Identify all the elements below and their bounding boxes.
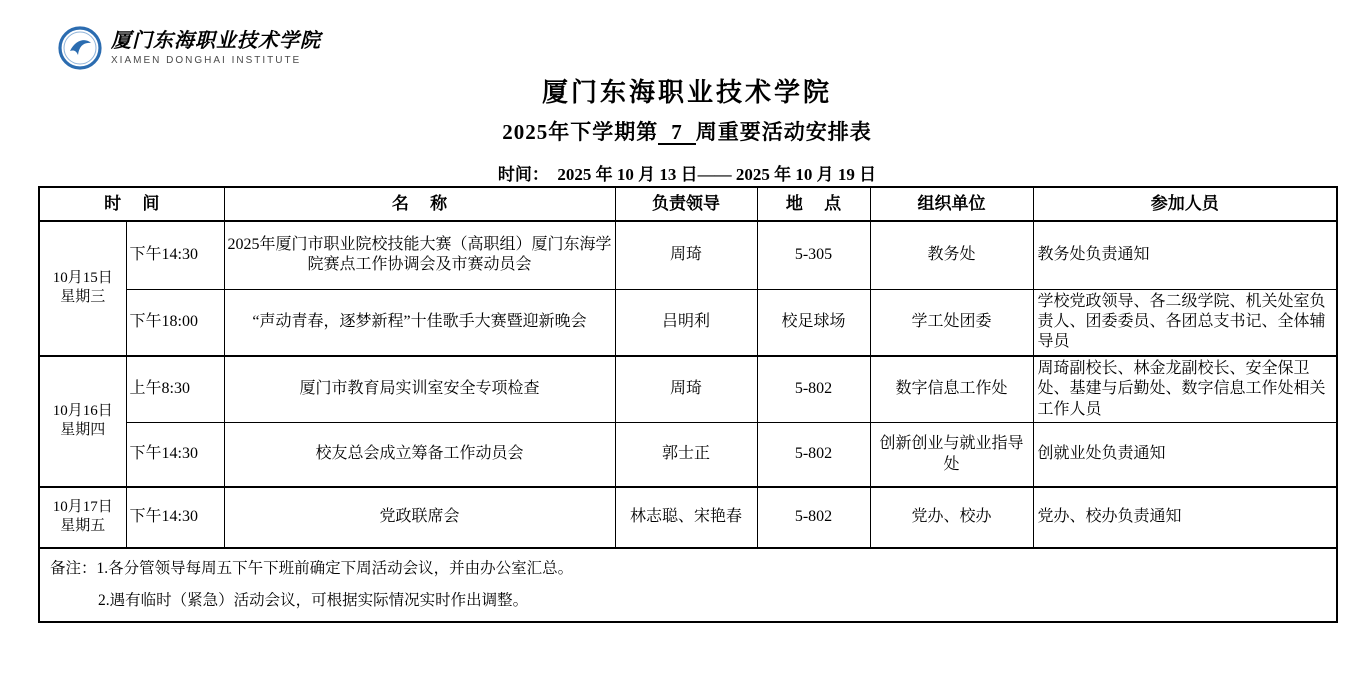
date-text: 10月16日 (52, 403, 113, 420)
cell-date (39, 221, 126, 356)
school-logo-en: XIAMEN DONGHAI INSTITUTE (111, 54, 302, 66)
header-location: 地 点 (757, 187, 870, 221)
school-logo-cn: 厦门东海职业技术学院 (111, 29, 321, 52)
cell-name: 党政联席会 (224, 487, 615, 548)
cell-participants: 周琦副校长、林金龙副校长、安全保卫处、基建与后勤处、数字信息工作处相关工作人员 (1033, 356, 1337, 423)
cell-organizer: 学工处团委 (870, 289, 1033, 356)
school-emblem-icon (58, 26, 102, 70)
date-text: 10月15日 (52, 270, 113, 287)
cell-location: 5-802 (757, 356, 870, 423)
header-participants: 参加人员 (1033, 187, 1337, 221)
header-time: 时 间 (39, 187, 224, 221)
cell-name: 2025年厦门市职业院校技能大赛（高职组）厦门东海学院赛点工作协调会及市赛动员会 (224, 221, 615, 289)
schedule-table (38, 186, 1338, 623)
cell-time: 下午14:30 (126, 487, 224, 548)
note-line-2: 2.遇有临时（紧急）活动会议，可根据实际情况实时作出调整。 (98, 591, 529, 609)
page-title: 厦门东海职业技术学院 (541, 78, 832, 107)
cell-time: 下午14:30 (126, 423, 224, 487)
subtitle-suffix: 周重要活动安排表 (695, 120, 872, 144)
note-line-1: 备注：1.各分管领导每周五下午下班前确定下周活动会议，并由办公室汇总。 (50, 559, 574, 577)
cell-leader: 周琦 (615, 221, 757, 289)
cell-name: 校友总会成立筹备工作动员会 (224, 423, 615, 487)
weekday-text: 星期五 (60, 518, 106, 535)
table-row (39, 356, 1337, 423)
cell-organizer: 数字信息工作处 (870, 356, 1033, 423)
table-header-row (39, 187, 1337, 221)
cell-location: 5-305 (757, 221, 870, 289)
cell-leader: 吕明利 (615, 289, 757, 356)
school-logo-text (111, 30, 321, 67)
notes-row (39, 548, 1337, 622)
cell-date (39, 487, 126, 548)
school-logo (58, 26, 321, 70)
cell-organizer: 教务处 (870, 221, 1033, 289)
table-row (39, 289, 1337, 356)
weekday-text: 星期四 (60, 422, 106, 439)
table-row (39, 423, 1337, 487)
cell-time: 下午14:30 (126, 221, 224, 289)
cell-leader: 林志聪、宋艳春 (615, 487, 757, 548)
table-row (39, 221, 1337, 289)
cell-time: 下午18:00 (126, 289, 224, 356)
cell-name: “声动青春，逐梦新程”十佳歌手大赛暨迎新晚会 (224, 289, 615, 356)
cell-participants: 党办、校办负责通知 (1033, 487, 1337, 548)
cell-location: 5-802 (757, 423, 870, 487)
cell-organizer: 创新创业与就业指导处 (870, 423, 1033, 487)
date-text: 10月17日 (52, 499, 113, 516)
notes-box (39, 548, 1337, 622)
cell-organizer: 党办、校办 (870, 487, 1033, 548)
subtitle-prefix: 2025年下学期第 (502, 120, 659, 144)
date-range-line: 时间： 2025 年 10 月 13 日—— 2025 年 10 月 19 日 (497, 165, 877, 184)
page-subtitle (38, 116, 1336, 146)
table-row (39, 487, 1337, 548)
cell-leader: 周琦 (615, 356, 757, 423)
cell-leader: 郭士正 (615, 423, 757, 487)
cell-time: 上午8:30 (126, 356, 224, 423)
cell-location: 校足球场 (757, 289, 870, 356)
header-name: 名 称 (224, 187, 615, 221)
cell-location: 5-802 (757, 487, 870, 548)
header-leader: 负责领导 (615, 187, 757, 221)
header-organizer: 组织单位 (870, 187, 1033, 221)
week-number: 7 (658, 121, 696, 145)
cell-participants: 教务处负责通知 (1033, 221, 1337, 289)
weekday-text: 星期三 (60, 289, 106, 306)
cell-participants: 学校党政领导、各二级学院、机关处室负责人、团委委员、各团总支书记、全体辅导员 (1033, 289, 1337, 356)
cell-date (39, 356, 126, 487)
cell-participants: 创就业处负责通知 (1033, 423, 1337, 487)
cell-name: 厦门市教育局实训室安全专项检查 (224, 356, 615, 423)
